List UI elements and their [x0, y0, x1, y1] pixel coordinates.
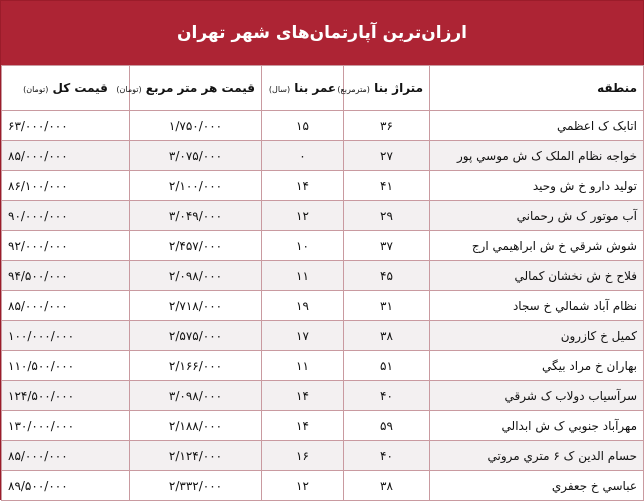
cell-region: کمیل خ کازرون: [430, 321, 644, 351]
table-row: [2, 261, 644, 291]
cell-total-price: ۹۴/۵۰۰/۰۰۰: [2, 261, 130, 291]
cell-region: شوش شرقي خ ش ابراهیمي ارج: [430, 231, 644, 261]
cell-area: ۲۷: [344, 141, 430, 171]
header-age-label: عمر بنا: [294, 81, 337, 95]
header-area-unit: (مترمربع): [337, 85, 370, 94]
cell-age: ۱۶: [262, 441, 344, 471]
cell-age: ۱۷: [262, 321, 344, 351]
cell-region: فلاح خ ش نخشان کمالي: [430, 261, 644, 291]
cell-region: سرآسیاب دولاب ک شرقي: [430, 381, 644, 411]
cell-area: ۵۹: [344, 411, 430, 441]
table-row: [2, 201, 644, 231]
header-age-unit: (سال): [268, 85, 291, 94]
cell-total-price: ۸۹/۵۰۰/۰۰۰: [2, 471, 130, 501]
cell-region: نظام آباد شمالي خ سجاد: [430, 291, 644, 321]
cell-area: ۴۰: [344, 381, 430, 411]
header-total-price-unit: (تومان): [23, 85, 49, 94]
cell-price-per-sqm: ۲/۱۸۸/۰۰۰: [130, 411, 262, 441]
cell-age: ۱۲: [262, 201, 344, 231]
cell-area: ۴۰: [344, 441, 430, 471]
header-price-per-sqm-unit: (تومان): [116, 85, 142, 94]
cell-age: ۱۲: [262, 471, 344, 501]
cell-total-price: ۱۲۴/۵۰۰/۰۰۰: [2, 381, 130, 411]
cell-total-price: ۸۵/۰۰۰/۰۰۰: [2, 291, 130, 321]
cell-region: عباسي خ جعفري: [430, 471, 644, 501]
cell-total-price: ۱۱۰/۵۰۰/۰۰۰: [2, 351, 130, 381]
cell-age: ۱۵: [262, 111, 344, 141]
cell-area: ۲۹: [344, 201, 430, 231]
header-total-price-label: قیمت کل: [52, 81, 108, 95]
cell-price-per-sqm: ۳/۰۷۵/۰۰۰: [130, 141, 262, 171]
cell-price-per-sqm: ۲/۰۹۸/۰۰۰: [130, 261, 262, 291]
cell-area: ۳۸: [344, 471, 430, 501]
header-age: [262, 66, 344, 111]
cell-total-price: ۱۳۰/۰۰۰/۰۰۰: [2, 411, 130, 441]
cell-age: ۱۱: [262, 261, 344, 291]
cell-total-price: ۸۶/۱۰۰/۰۰۰: [2, 171, 130, 201]
cell-region: حسام الدین ک ۶ متري مروتي: [430, 441, 644, 471]
cell-area: ۳۷: [344, 231, 430, 261]
table-row: [2, 351, 644, 381]
cell-price-per-sqm: ۱/۷۵۰/۰۰۰: [130, 111, 262, 141]
table-row: [2, 231, 644, 261]
table-row: [2, 381, 644, 411]
cell-total-price: ۹۲/۰۰۰/۰۰۰: [2, 231, 130, 261]
cell-price-per-sqm: ۳/۰۹۸/۰۰۰: [130, 381, 262, 411]
header-price-per-sqm-label: قیمت هر متر مربع: [145, 81, 255, 95]
cell-age: ۱۹: [262, 291, 344, 321]
cell-total-price: ۹۰/۰۰۰/۰۰۰: [2, 201, 130, 231]
cell-age: ۱۴: [262, 411, 344, 441]
cell-price-per-sqm: ۲/۱۰۰/۰۰۰: [130, 171, 262, 201]
cell-price-per-sqm: ۲/۱۲۴/۰۰۰: [130, 441, 262, 471]
table-body: [2, 111, 644, 501]
cell-age: ۱۴: [262, 171, 344, 201]
cell-region: آب موتور ک ش رحماني: [430, 201, 644, 231]
table-row: [2, 111, 644, 141]
header-total-price: [2, 66, 130, 111]
header-price-per-sqm: [116, 66, 262, 111]
cell-region: اتابک ک اعظمي: [430, 111, 644, 141]
cell-price-per-sqm: ۲/۳۳۲/۰۰۰: [130, 471, 262, 501]
cell-total-price: ۸۵/۰۰۰/۰۰۰: [2, 141, 130, 171]
cell-age: ۱۱: [262, 351, 344, 381]
header-area-label: متراژ بنا: [374, 81, 423, 95]
cell-age: ۱۰: [262, 231, 344, 261]
header-region: [430, 66, 644, 111]
table-row: [2, 411, 644, 441]
table-row: [2, 321, 644, 351]
cell-price-per-sqm: ۳/۰۴۹/۰۰۰: [130, 201, 262, 231]
cell-price-per-sqm: ۲/۷۱۸/۰۰۰: [130, 291, 262, 321]
cell-total-price: ۱۰۰/۰۰۰/۰۰۰: [2, 321, 130, 351]
cell-age: ۱۴: [262, 381, 344, 411]
table-row: [2, 441, 644, 471]
cell-area: ۴۵: [344, 261, 430, 291]
header-row: [2, 66, 644, 111]
cell-price-per-sqm: ۲/۱۶۶/۰۰۰: [130, 351, 262, 381]
table-row: [2, 141, 644, 171]
cell-area: ۳۱: [344, 291, 430, 321]
cell-region: تولید دارو خ ش وحید: [430, 171, 644, 201]
cell-price-per-sqm: ۲/۵۷۵/۰۰۰: [130, 321, 262, 351]
cell-area: ۵۱: [344, 351, 430, 381]
cell-price-per-sqm: ۲/۴۵۷/۰۰۰: [130, 231, 262, 261]
table-row: [2, 171, 644, 201]
table-row: [2, 291, 644, 321]
table-title: ارزان‌ترین آپارتمان‌های شهر تهران: [1, 1, 643, 65]
table-row: [2, 471, 644, 501]
apartments-table: [1, 65, 644, 501]
cell-total-price: ۸۵/۰۰۰/۰۰۰: [2, 441, 130, 471]
header-area: [337, 66, 430, 111]
cell-region: بهاران خ مراد بیگي: [430, 351, 644, 381]
cell-region: مهرآباد جنوبي ک ش ابدالي: [430, 411, 644, 441]
cell-region: خواجه نظام الملک ک ش موسي پور: [430, 141, 644, 171]
header-region-label: منطقه: [597, 81, 637, 95]
cell-age: ۰: [262, 141, 344, 171]
cell-area: ۴۱: [344, 171, 430, 201]
cell-area: ۳۶: [344, 111, 430, 141]
cell-area: ۳۸: [344, 321, 430, 351]
cell-total-price: ۶۳/۰۰۰/۰۰۰: [2, 111, 130, 141]
